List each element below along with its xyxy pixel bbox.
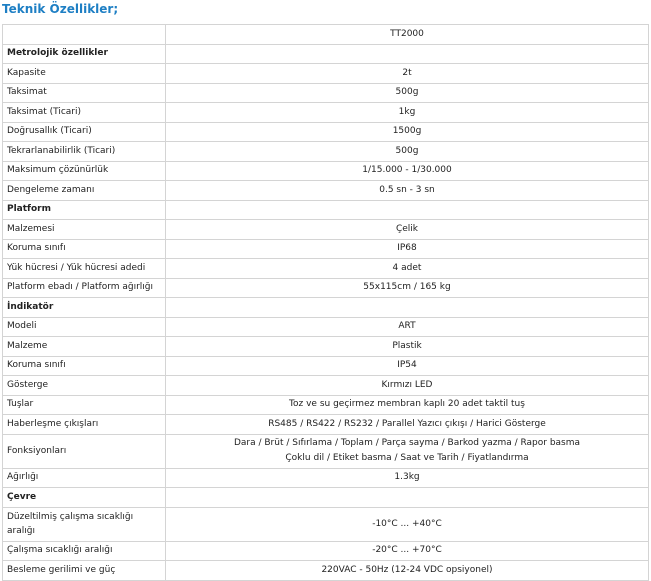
spec-label: Fonksiyonları [3, 434, 166, 468]
section-heading: Metrolojik özellikler [3, 44, 166, 64]
spec-label: Malzeme [3, 337, 166, 357]
spec-label: Doğrusallık (Ticari) [3, 122, 166, 142]
spec-label: Çalışma sıcaklığı aralığı [3, 541, 166, 561]
spec-label: Dengeleme zamanı [3, 181, 166, 201]
spec-value: Toz ve su geçirmez membran kaplı 20 adet taktil tuş [166, 395, 649, 415]
section-heading: İndikatör [3, 298, 166, 318]
spec-value [166, 298, 649, 318]
section-row [3, 44, 649, 64]
table-row [3, 64, 649, 84]
spec-label: Ağırlığı [3, 468, 166, 488]
spec-value-line: Dara / Brüt / Sıfırlama / Toplam / Parça sayma / Barkod yazma / Rapor basma [233, 438, 581, 448]
header-label-cell [3, 25, 166, 45]
spec-value: 500g [166, 142, 649, 162]
section-heading: Platform [3, 200, 166, 220]
table-row [3, 122, 649, 142]
spec-value [166, 200, 649, 220]
section-heading: Çevre [3, 488, 166, 508]
table-row [3, 434, 649, 468]
spec-value: 0.5 sn - 3 sn [166, 181, 649, 201]
spec-label: Kapasite [3, 64, 166, 84]
spec-value: Kırmızı LED [166, 376, 649, 396]
table-row [3, 103, 649, 123]
table-row [3, 181, 649, 201]
section-row [3, 488, 649, 508]
table-row [3, 259, 649, 279]
spec-value: 55x115cm / 165 kg [166, 278, 649, 298]
spec-label: Haberleşme çıkışları [3, 415, 166, 435]
spec-label: Platform ebadı / Platform ağırlığı [3, 278, 166, 298]
spec-label: Maksimum çözünürlük [3, 161, 166, 181]
table-row [3, 356, 649, 376]
table-row [3, 376, 649, 396]
spec-label: Taksimat [3, 83, 166, 103]
spec-label: Tekrarlanabilirlik (Ticari) [3, 142, 166, 162]
section-row [3, 200, 649, 220]
table-row [3, 317, 649, 337]
model-name-cell: TT2000 [166, 25, 649, 45]
table-row [3, 395, 649, 415]
spec-label: Tuşlar [3, 395, 166, 415]
spec-label: Düzeltilmiş çalışma sıcaklığı aralığı [3, 507, 166, 541]
table-row [3, 561, 649, 581]
spec-value: 500g [166, 83, 649, 103]
table-row [3, 278, 649, 298]
spec-value: -10°C ... +40°C [166, 507, 649, 541]
spec-value: IP54 [166, 356, 649, 376]
spec-value: -20°C ... +70°C [166, 541, 649, 561]
spec-value: RS485 / RS422 / RS232 / Parallel Yazıcı çıkışı / Harici Gösterge [166, 415, 649, 435]
spec-value: ART [166, 317, 649, 337]
spec-value: Plastik [166, 337, 649, 357]
spec-value: IP68 [166, 239, 649, 259]
spec-table [2, 24, 649, 581]
spec-value: 220VAC - 50Hz (12-24 VDC opsiyonel) [166, 561, 649, 581]
spec-value-line: Çoklu dil / Etiket basma / Saat ve Tarih / Fiyatlandırma [285, 453, 529, 463]
spec-label: Besleme gerilimi ve güç [3, 561, 166, 581]
table-row [3, 337, 649, 357]
section-row [3, 298, 649, 318]
spec-label: Koruma sınıfı [3, 356, 166, 376]
spec-label: Taksimat (Ticari) [3, 103, 166, 123]
spec-label: Yük hücresi / Yük hücresi adedi [3, 259, 166, 279]
spec-label: Koruma sınıfı [3, 239, 166, 259]
spec-label: Gösterge [3, 376, 166, 396]
spec-value: 1500g [166, 122, 649, 142]
table-row [3, 161, 649, 181]
spec-value: 4 adet [166, 259, 649, 279]
spec-label: Modeli [3, 317, 166, 337]
spec-value [166, 44, 649, 64]
table-row [3, 239, 649, 259]
spec-value: 2t [166, 64, 649, 84]
table-row [3, 541, 649, 561]
spec-value: 1kg [166, 103, 649, 123]
table-row [3, 415, 649, 435]
table-row [3, 83, 649, 103]
spec-value: 1/15.000 - 1/30.000 [166, 161, 649, 181]
table-row [3, 142, 649, 162]
table-row [3, 220, 649, 240]
spec-value: 1.3kg [166, 468, 649, 488]
table-header-row [3, 25, 649, 45]
spec-label: Malzemesi [3, 220, 166, 240]
spec-value [166, 488, 649, 508]
table-row [3, 507, 649, 541]
table-row [3, 468, 649, 488]
spec-value: Çelik [166, 220, 649, 240]
page-title: Teknik Özellikler; [2, 2, 119, 16]
spec-value [166, 434, 649, 468]
